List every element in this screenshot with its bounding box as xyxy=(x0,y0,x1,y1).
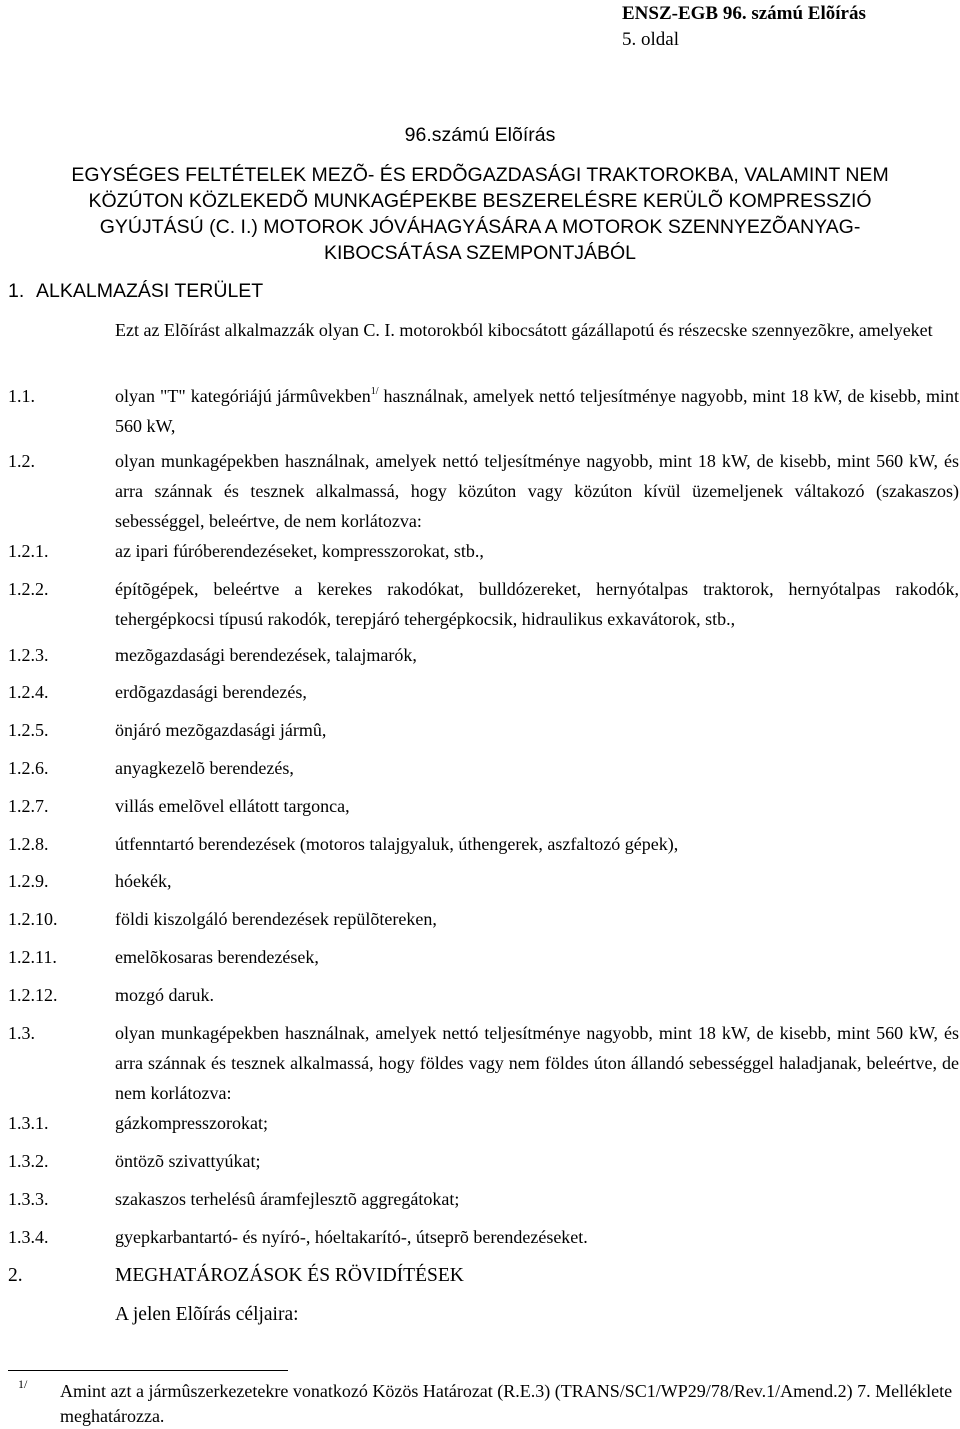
item-number: 1.3.2. xyxy=(8,1151,49,1171)
header-page-number: 5. oldal xyxy=(622,29,679,50)
item-number: 1.2.11. xyxy=(8,947,57,967)
title-line-3: GYÚJTÁSÚ (C. I.) MOTOROK JÓVÁHAGYÁSÁRA A MOTOROK SZENNYEZÕANYAG- xyxy=(99,216,861,238)
footnote-text: Amint azt a jármûszerkezetekre vonatkozó Közös Határozat (R.E.3) (TRANS/SC1/WP29/78/Rev.1/Amend.2) 7. Melléklete meghatározza. xyxy=(60,1381,953,1426)
item-text: mozgó daruk. xyxy=(115,985,214,1005)
section-1-intro: Ezt az Elõírást alkalmazzák olyan C. I. motorokból kibocsátott gázállapotú és részecske szennyezõkre, amelyeket xyxy=(115,320,933,340)
item-text-pre: olyan "T" kategóriájú jármûvekben xyxy=(115,386,371,406)
item-text: olyan munkagépekben használnak, amelyek nettó teljesítménye nagyobb, mint 18 kW, de kisebb, mint 560 kW, és arra szánnak és tesznek alkalmassá, hogy földes vagy nem földes úton állandó sebességgel haladjanak, beleértve, de nem korlátozva: xyxy=(115,1023,959,1103)
item-number: 1.2.2. xyxy=(8,579,49,599)
section-1-title: ALKALMAZÁSI TERÜLET xyxy=(36,280,264,302)
item-number: 1.3.1. xyxy=(8,1113,49,1133)
item-number: 1.2.8. xyxy=(8,834,49,854)
item-text: emelõkosaras berendezések, xyxy=(115,947,319,967)
item-text: villás emelõvel ellátott targonca, xyxy=(115,796,350,816)
item-text: útfenntartó berendezések (motoros talajgyaluk, úthengerek, aszfaltozó gépek), xyxy=(115,834,679,854)
section-2-number: 2. xyxy=(8,1265,23,1286)
item-text xyxy=(115,381,959,441)
section-1-number: 1. xyxy=(8,280,25,302)
footnote-mark: 1/ xyxy=(18,1377,28,1391)
item-number: 1.2.3. xyxy=(8,645,49,665)
section-2-intro: A jelen Elõírás céljaira: xyxy=(115,1304,299,1325)
item-text: hóekék, xyxy=(115,871,172,891)
item-text: önjáró mezõgazdasági jármû, xyxy=(115,720,327,740)
item-text: anyagkezelõ berendezés, xyxy=(115,758,294,778)
item-text: gázkompresszorokat; xyxy=(115,1113,268,1133)
footnote-reference[interactable]: 1/ xyxy=(370,386,379,397)
item-text: gyepkarbantartó- és nyíró-, hóeltakarító-, útseprõ berendezéseket. xyxy=(115,1227,588,1247)
item-number: 1.2.9. xyxy=(8,871,49,891)
item-text: erdõgazdasági berendezés, xyxy=(115,682,307,702)
title-line-4: KIBOCSÁTÁSA SZEMPONTJÁBÓL xyxy=(323,242,637,264)
item-number: 1.2.7. xyxy=(8,796,49,816)
item-number: 1.3.3. xyxy=(8,1189,49,1209)
item-text: mezõgazdasági berendezések, talajmarók, xyxy=(115,645,417,665)
item-text: öntözõ szivattyúkat; xyxy=(115,1151,261,1171)
item-number: 1.2.10. xyxy=(8,909,58,929)
header-regulation: ENSZ-EGB 96. számú Elõírás xyxy=(622,3,866,24)
item-number: 1.2.5. xyxy=(8,720,49,740)
item-number: 1.2.12. xyxy=(8,985,58,1005)
item-number: 1.2.4. xyxy=(8,682,49,702)
item-number: 1.3. xyxy=(8,1023,35,1043)
item-number: 1.2.6. xyxy=(8,758,49,778)
item-text: az ipari fúróberendezéseket, kompresszorokat, stb., xyxy=(115,541,484,561)
item-text: építõgépek, beleértve a kerekes rakodókat, bulldózereket, hernyótalpas traktorok, hernyótalpas rakodók, tehergépkocsi típusú rakodók, terepjáró tehergépkocsik, hidraulikus exkavátorok, stb., xyxy=(115,579,959,629)
item-number: 1.2. xyxy=(8,451,35,471)
item-text: szakaszos terhelésû áramfejlesztõ aggregátokat; xyxy=(115,1189,460,1209)
item-text: olyan munkagépekben használnak, amelyek nettó teljesítménye nagyobb, mint 18 kW, de kisebb, mint 560 kW, és arra szánnak és tesznek alkalmassá, hogy közúton vagy közúton kívül üzemeljenek váltakozó (szakaszos) sebességgel, beleértve, de nem korlátozva: xyxy=(115,451,959,531)
title-line-1: EGYSÉGES FELTÉTELEK MEZÕ- ÉS ERDÕGAZDASÁGI TRAKTOROKBA, VALAMINT NEM xyxy=(71,164,889,186)
item-text: földi kiszolgáló berendezések repülõtereken, xyxy=(115,909,437,929)
item-text-post: használnak, amelyek nettó teljesítménye nagyobb, mint 18 kW, de kisebb, mint 560 kW, xyxy=(115,386,959,436)
section-2-title: MEGHATÁROZÁSOK ÉS RÖVIDÍTÉSEK xyxy=(115,1265,464,1286)
footnote-divider xyxy=(8,1370,288,1371)
item-number: 1.2.1. xyxy=(8,541,49,561)
regulation-number: 96.számú Elõírás xyxy=(404,124,556,146)
item-number: 1.1. xyxy=(8,386,35,406)
item-number: 1.3.4. xyxy=(8,1227,49,1247)
title-line-2: KÖZÚTON KÖZLEKEDÕ MUNKAGÉPEKBE BESZERELÉSRE KERÜLÕ KOMPRESSZIÓ xyxy=(88,190,872,212)
